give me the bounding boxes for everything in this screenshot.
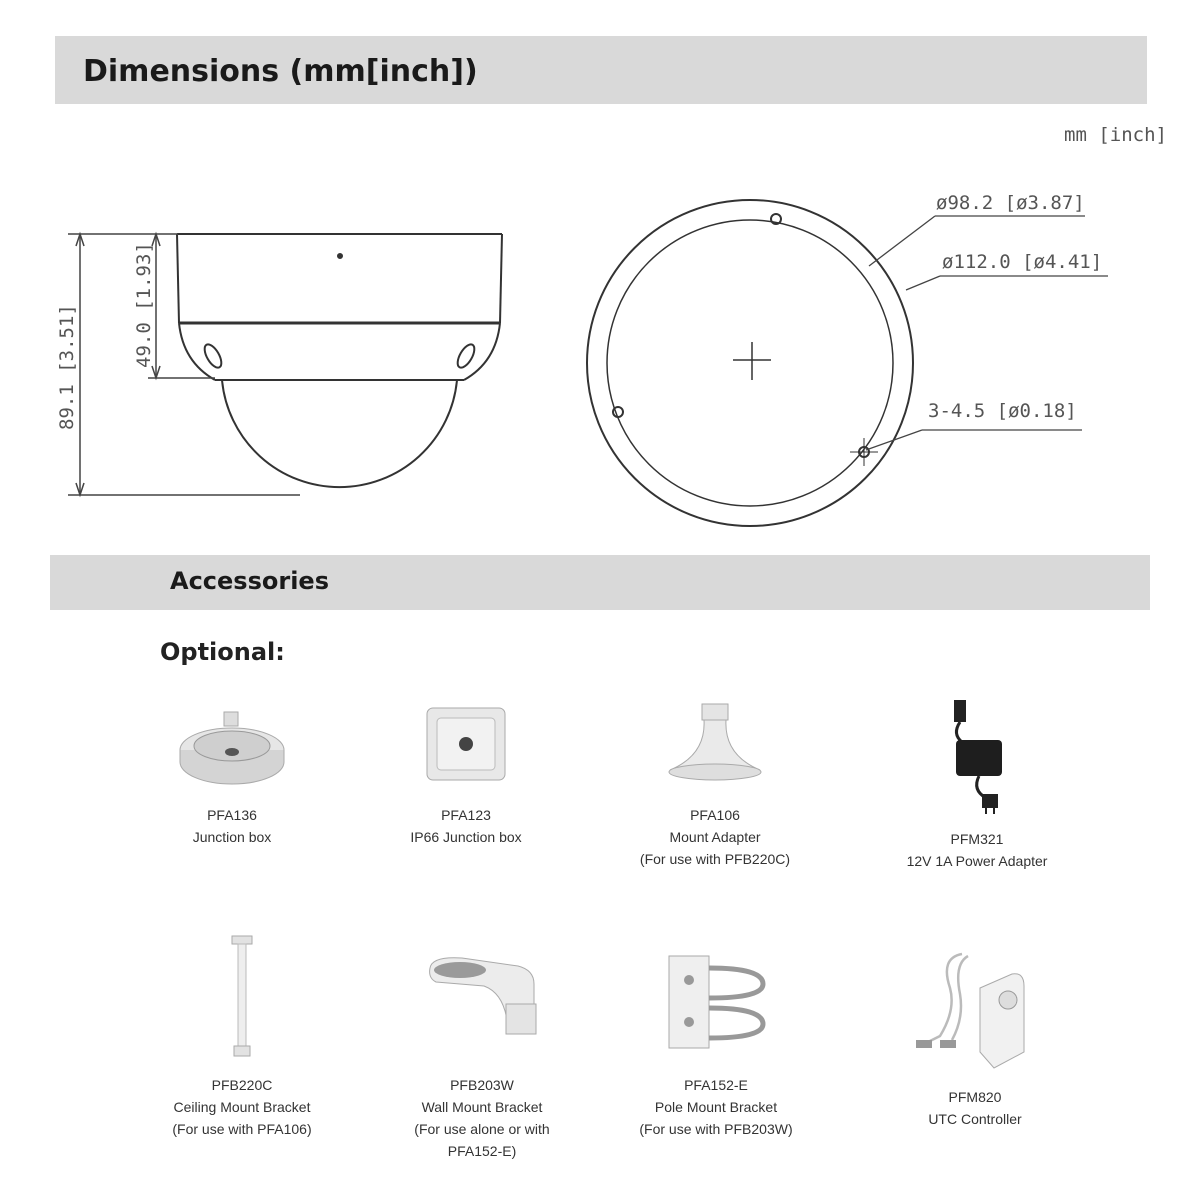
accessory-pfm820: [855, 948, 1095, 1130]
side-view: [177, 234, 502, 487]
height-total-label: 89.1 [3.51]: [56, 304, 78, 430]
accessory-note: (For use with PFB203W): [639, 1121, 793, 1137]
accessory-pfa106: [595, 700, 835, 870]
power-adapter-image: [932, 694, 1022, 814]
accessory-note-continued: PFA152-E): [447, 1143, 517, 1159]
accessory-pfa123: [346, 700, 586, 848]
accessories-title: Accessories: [170, 567, 329, 595]
height-base-label: 49.0 [1.93]: [133, 242, 155, 368]
accessory-model: PFA136: [207, 807, 257, 823]
accessory-desc: UTC Controller: [928, 1111, 1022, 1127]
accessory-model: PFB220C: [211, 1077, 273, 1093]
top-view: [587, 200, 913, 526]
accessory-model: PFM321: [950, 831, 1004, 847]
wall-mount-bracket-image: [422, 950, 542, 1060]
accessory-model: PFA152-E: [684, 1077, 748, 1093]
units-note: mm [inch]: [1064, 124, 1167, 146]
accessory-note: (For use with PFB220C): [639, 851, 791, 867]
junction-box-image: [177, 700, 287, 790]
accessory-desc: Junction box: [192, 829, 272, 845]
dimensions-title: Dimensions (mm[inch]): [83, 54, 478, 89]
accessory-desc: Wall Mount Bracket: [421, 1099, 543, 1115]
ceiling-mount-bracket-image: [222, 934, 262, 1060]
accessory-pfa136: [112, 700, 352, 848]
accessory-desc: 12V 1A Power Adapter: [906, 853, 1048, 869]
accessory-desc: Ceiling Mount Bracket: [173, 1099, 311, 1115]
optional-label: Optional:: [160, 638, 285, 666]
ip66-junction-box-image: [421, 700, 511, 790]
accessory-model: PFA106: [690, 807, 740, 823]
dimension-drawing: [0, 0, 1200, 540]
diameter-outer-label: ø112.0 [ø4.41]: [942, 251, 1103, 273]
accessory-model: PFA123: [441, 807, 491, 823]
accessory-note: (For use with PFA106): [172, 1121, 312, 1137]
accessory-pfa152-e: [596, 950, 836, 1140]
accessory-desc: IP66 Junction box: [410, 829, 522, 845]
accessory-pfm321: [857, 694, 1097, 872]
accessory-model: PFB203W: [450, 1077, 514, 1093]
pole-mount-bracket-image: [661, 950, 771, 1060]
accessory-desc: Mount Adapter: [669, 829, 761, 845]
holes-label: 3-4.5 [ø0.18]: [928, 400, 1077, 422]
diameter-inner-label: ø98.2 [ø3.87]: [936, 192, 1085, 214]
height-dimension-lines: [68, 234, 300, 495]
mount-adapter-image: [660, 700, 770, 790]
accessory-pfb203w: [362, 950, 602, 1162]
utc-controller-image: [910, 948, 1040, 1072]
accessory-note: (For use alone or with: [414, 1121, 550, 1137]
accessory-desc: Pole Mount Bracket: [654, 1099, 778, 1115]
accessory-pfb220c: [122, 934, 362, 1140]
accessory-model: PFM820: [948, 1089, 1002, 1105]
